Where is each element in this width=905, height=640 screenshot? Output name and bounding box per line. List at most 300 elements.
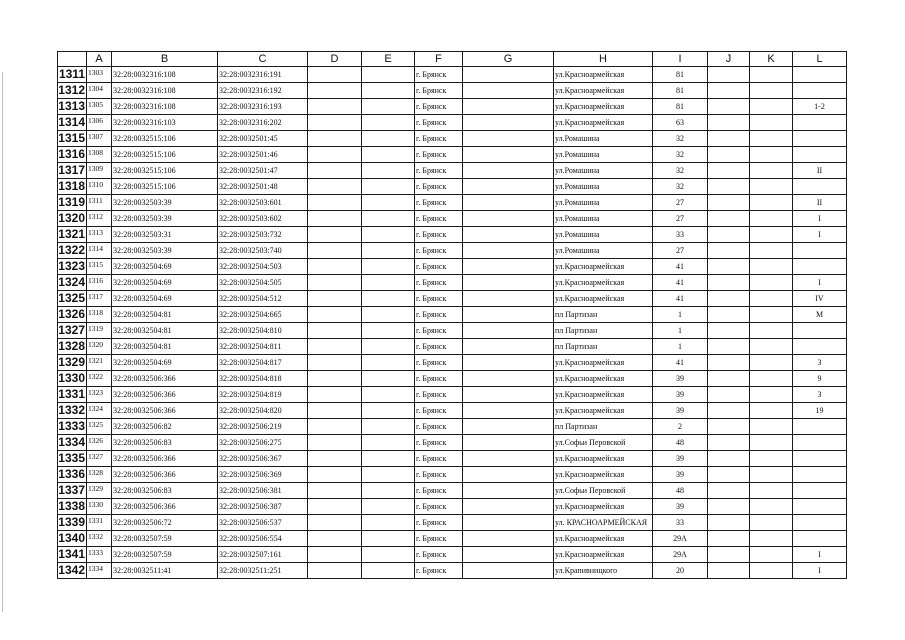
cell-e[interactable]: [362, 531, 415, 547]
cell-g[interactable]: [463, 547, 554, 563]
cell-f[interactable]: г. Брянск: [415, 83, 463, 99]
cell-j[interactable]: [708, 387, 750, 403]
cell-a[interactable]: 1327: [87, 451, 112, 467]
cell-b[interactable]: 32:28:0032504:69: [112, 259, 218, 275]
cell-h[interactable]: ул.Красноармейская: [554, 403, 653, 419]
cell-b[interactable]: 32:28:0032515:106: [112, 147, 218, 163]
cell-k[interactable]: [750, 163, 793, 179]
cell-l[interactable]: [793, 67, 847, 83]
cell-b[interactable]: 32:28:0032503:39: [112, 243, 218, 259]
cell-k[interactable]: [750, 131, 793, 147]
row-number-cell[interactable]: 1333: [58, 419, 85, 433]
cell-h[interactable]: ул.Ромашина: [554, 147, 653, 163]
cell-f[interactable]: г. Брянск: [415, 339, 463, 355]
cell-a[interactable]: 1306: [87, 115, 112, 131]
cell-d[interactable]: [308, 435, 362, 451]
cell-a[interactable]: 1325: [87, 419, 112, 435]
cell-h[interactable]: ул.Красноармейская: [554, 547, 653, 563]
cell-k[interactable]: [750, 243, 793, 259]
cell-e[interactable]: [362, 515, 415, 531]
cell-l[interactable]: [793, 515, 847, 531]
cell-g[interactable]: [463, 387, 554, 403]
cell-h[interactable]: ул.Красноармейская: [554, 291, 653, 307]
cell-g[interactable]: [463, 147, 554, 163]
cell-a[interactable]: 1303: [87, 67, 112, 83]
cell-k[interactable]: [750, 259, 793, 275]
cell-j[interactable]: [708, 531, 750, 547]
cell-j[interactable]: [708, 515, 750, 531]
cell-d[interactable]: [308, 547, 362, 563]
cell-g[interactable]: [463, 371, 554, 387]
cell-i[interactable]: 27: [653, 243, 708, 259]
cell-h[interactable]: ул.Ромашина: [554, 195, 653, 211]
cell-e[interactable]: [362, 339, 415, 355]
cell-j[interactable]: [708, 451, 750, 467]
cell-g[interactable]: [463, 115, 554, 131]
cell-a[interactable]: 1317: [87, 291, 112, 307]
cell-h[interactable]: ул.Софьи Перовской: [554, 435, 653, 451]
cell-c[interactable]: 32:28:0032503:732: [218, 227, 308, 243]
cell-e[interactable]: [362, 115, 415, 131]
cell-a[interactable]: 1305: [87, 99, 112, 115]
cell-c[interactable]: 32:28:0032501:47: [218, 163, 308, 179]
row-number-cell[interactable]: 1318: [58, 179, 85, 193]
cell-a[interactable]: 1318: [87, 307, 112, 323]
cell-a[interactable]: 1307: [87, 131, 112, 147]
cell-a[interactable]: 1321: [87, 355, 112, 371]
column-header-j[interactable]: J: [708, 52, 750, 67]
cell-b[interactable]: 32:28:0032515:106: [112, 131, 218, 147]
row-number-cell[interactable]: 1315: [58, 131, 85, 145]
cell-a[interactable]: 1314: [87, 243, 112, 259]
cell-a[interactable]: 1330: [87, 499, 112, 515]
cell-g[interactable]: [463, 563, 554, 579]
cell-k[interactable]: [750, 339, 793, 355]
cell-b[interactable]: 32:28:0032504:81: [112, 339, 218, 355]
cell-a[interactable]: 1333: [87, 547, 112, 563]
cell-l[interactable]: I: [793, 563, 847, 579]
cell-d[interactable]: [308, 259, 362, 275]
cell-b[interactable]: 32:28:0032511:41: [112, 563, 218, 579]
cell-c[interactable]: 32:28:0032506:369: [218, 467, 308, 483]
cell-i[interactable]: 32: [653, 131, 708, 147]
cell-a[interactable]: 1311: [87, 195, 112, 211]
row-number-cell[interactable]: 1338: [58, 499, 85, 513]
cell-d[interactable]: [308, 371, 362, 387]
cell-b[interactable]: 32:28:0032515:106: [112, 163, 218, 179]
cell-h[interactable]: ул.Ромашина: [554, 131, 653, 147]
cell-l[interactable]: 1-2: [793, 99, 847, 115]
cell-b[interactable]: 32:28:0032503:31: [112, 227, 218, 243]
cell-k[interactable]: [750, 67, 793, 83]
cell-c[interactable]: 32:28:0032503:602: [218, 211, 308, 227]
cell-g[interactable]: [463, 323, 554, 339]
cell-b[interactable]: 32:28:0032506:83: [112, 483, 218, 499]
cell-d[interactable]: [308, 483, 362, 499]
cell-f[interactable]: г. Брянск: [415, 99, 463, 115]
cell-e[interactable]: [362, 179, 415, 195]
cell-e[interactable]: [362, 467, 415, 483]
row-number-cell[interactable]: 1337: [58, 483, 85, 497]
cell-d[interactable]: [308, 307, 362, 323]
cell-c[interactable]: 32:28:0032511:251: [218, 563, 308, 579]
cell-g[interactable]: [463, 99, 554, 115]
cell-i[interactable]: 63: [653, 115, 708, 131]
row-number-cell[interactable]: 1325: [58, 291, 85, 305]
cell-e[interactable]: [362, 419, 415, 435]
cell-l[interactable]: I: [793, 211, 847, 227]
cell-f[interactable]: г. Брянск: [415, 131, 463, 147]
cell-l[interactable]: I: [793, 275, 847, 291]
cell-b[interactable]: 32:28:0032506:366: [112, 387, 218, 403]
cell-d[interactable]: [308, 355, 362, 371]
cell-h[interactable]: ул.Красноармейская: [554, 531, 653, 547]
cell-b[interactable]: 32:28:0032506:83: [112, 435, 218, 451]
cell-c[interactable]: 32:28:0032504:817: [218, 355, 308, 371]
cell-a[interactable]: 1328: [87, 467, 112, 483]
cell-e[interactable]: [362, 67, 415, 83]
cell-l[interactable]: [793, 531, 847, 547]
cell-i[interactable]: 32: [653, 163, 708, 179]
cell-i[interactable]: 32: [653, 179, 708, 195]
cell-h[interactable]: пл Партизан: [554, 323, 653, 339]
cell-l[interactable]: I: [793, 547, 847, 563]
cell-c[interactable]: 32:28:0032504:665: [218, 307, 308, 323]
column-header-d[interactable]: D: [308, 52, 362, 67]
cell-g[interactable]: [463, 499, 554, 515]
cell-l[interactable]: [793, 131, 847, 147]
cell-e[interactable]: [362, 435, 415, 451]
row-number-cell[interactable]: 1327: [58, 323, 85, 337]
cell-e[interactable]: [362, 211, 415, 227]
column-header-g[interactable]: G: [463, 52, 554, 67]
column-header-k[interactable]: K: [750, 52, 793, 67]
cell-l[interactable]: 19: [793, 403, 847, 419]
cell-k[interactable]: [750, 211, 793, 227]
cell-h[interactable]: ул.Ромашина: [554, 211, 653, 227]
cell-j[interactable]: [708, 163, 750, 179]
cell-a[interactable]: 1326: [87, 435, 112, 451]
cell-c[interactable]: 32:28:0032506:367: [218, 451, 308, 467]
cell-k[interactable]: [750, 451, 793, 467]
column-header-e[interactable]: E: [362, 52, 415, 67]
cell-b[interactable]: 32:28:0032506:82: [112, 419, 218, 435]
row-number-cell[interactable]: 1317: [58, 163, 85, 177]
cell-d[interactable]: [308, 147, 362, 163]
cell-k[interactable]: [750, 179, 793, 195]
cell-f[interactable]: г. Брянск: [415, 163, 463, 179]
cell-f[interactable]: г. Брянск: [415, 483, 463, 499]
cell-k[interactable]: [750, 563, 793, 579]
cell-h[interactable]: ул.Ромашина: [554, 163, 653, 179]
cell-a[interactable]: 1315: [87, 259, 112, 275]
cell-a[interactable]: 1309: [87, 163, 112, 179]
cell-c[interactable]: 32:28:0032316:202: [218, 115, 308, 131]
cell-c[interactable]: 32:28:0032501:45: [218, 131, 308, 147]
cell-c[interactable]: 32:28:0032501:46: [218, 147, 308, 163]
cell-i[interactable]: 39: [653, 371, 708, 387]
cell-f[interactable]: г. Брянск: [415, 275, 463, 291]
cell-a[interactable]: 1308: [87, 147, 112, 163]
cell-j[interactable]: [708, 211, 750, 227]
cell-j[interactable]: [708, 483, 750, 499]
cell-d[interactable]: [308, 387, 362, 403]
cell-i[interactable]: 81: [653, 83, 708, 99]
cell-g[interactable]: [463, 275, 554, 291]
cell-a[interactable]: 1310: [87, 179, 112, 195]
cell-j[interactable]: [708, 99, 750, 115]
cell-f[interactable]: г. Брянск: [415, 531, 463, 547]
cell-b[interactable]: 32:28:0032504:81: [112, 323, 218, 339]
cell-i[interactable]: 1: [653, 307, 708, 323]
cell-l[interactable]: [793, 483, 847, 499]
cell-g[interactable]: [463, 483, 554, 499]
cell-l[interactable]: [793, 115, 847, 131]
cell-f[interactable]: г. Брянск: [415, 195, 463, 211]
cell-k[interactable]: [750, 99, 793, 115]
cell-i[interactable]: 39: [653, 499, 708, 515]
cell-k[interactable]: [750, 323, 793, 339]
cell-d[interactable]: [308, 291, 362, 307]
cell-e[interactable]: [362, 275, 415, 291]
cell-k[interactable]: [750, 355, 793, 371]
cell-d[interactable]: [308, 419, 362, 435]
cell-f[interactable]: г. Брянск: [415, 403, 463, 419]
cell-c[interactable]: 32:28:0032507:161: [218, 547, 308, 563]
cell-e[interactable]: [362, 83, 415, 99]
cell-i[interactable]: 27: [653, 211, 708, 227]
cell-f[interactable]: г. Брянск: [415, 451, 463, 467]
cell-h[interactable]: ул.Красноармейская: [554, 387, 653, 403]
cell-f[interactable]: г. Брянск: [415, 547, 463, 563]
cell-b[interactable]: 32:28:0032316:108: [112, 83, 218, 99]
cell-j[interactable]: [708, 307, 750, 323]
cell-c[interactable]: 32:28:0032506:381: [218, 483, 308, 499]
cell-k[interactable]: [750, 467, 793, 483]
cell-k[interactable]: [750, 227, 793, 243]
cell-i[interactable]: 1: [653, 323, 708, 339]
cell-e[interactable]: [362, 131, 415, 147]
cell-g[interactable]: [463, 467, 554, 483]
cell-j[interactable]: [708, 355, 750, 371]
row-number-cell[interactable]: 1329: [58, 355, 85, 369]
cell-j[interactable]: [708, 115, 750, 131]
cell-h[interactable]: ул.Красноармейская: [554, 371, 653, 387]
cell-a[interactable]: 1323: [87, 387, 112, 403]
cell-g[interactable]: [463, 227, 554, 243]
cell-l[interactable]: II: [793, 163, 847, 179]
cell-d[interactable]: [308, 515, 362, 531]
cell-g[interactable]: [463, 403, 554, 419]
cell-g[interactable]: [463, 531, 554, 547]
cell-e[interactable]: [362, 259, 415, 275]
cell-a[interactable]: 1332: [87, 531, 112, 547]
cell-h[interactable]: ул.Ромашина: [554, 243, 653, 259]
cell-a[interactable]: 1331: [87, 515, 112, 531]
cell-k[interactable]: [750, 83, 793, 99]
cell-h[interactable]: ул.Крапивницкого: [554, 563, 653, 579]
cell-g[interactable]: [463, 339, 554, 355]
cell-c[interactable]: 32:28:0032506:554: [218, 531, 308, 547]
cell-b[interactable]: 32:28:0032503:39: [112, 195, 218, 211]
cell-g[interactable]: [463, 419, 554, 435]
cell-j[interactable]: [708, 67, 750, 83]
cell-d[interactable]: [308, 323, 362, 339]
cell-a[interactable]: 1322: [87, 371, 112, 387]
cell-l[interactable]: [793, 147, 847, 163]
cell-k[interactable]: [750, 147, 793, 163]
cell-a[interactable]: 1304: [87, 83, 112, 99]
cell-k[interactable]: [750, 515, 793, 531]
cell-h[interactable]: ул.Красноармейская: [554, 451, 653, 467]
cell-l[interactable]: 9: [793, 371, 847, 387]
cell-b[interactable]: 32:28:0032506:366: [112, 371, 218, 387]
cell-d[interactable]: [308, 275, 362, 291]
cell-j[interactable]: [708, 147, 750, 163]
cell-b[interactable]: 32:28:0032504:69: [112, 291, 218, 307]
cell-d[interactable]: [308, 227, 362, 243]
cell-l[interactable]: [793, 419, 847, 435]
column-header-i[interactable]: I: [653, 52, 708, 67]
cell-l[interactable]: [793, 83, 847, 99]
row-number-cell[interactable]: 1314: [58, 115, 85, 129]
row-number-cell[interactable]: 1324: [58, 275, 85, 289]
cell-h[interactable]: ул.Красноармейская: [554, 467, 653, 483]
cell-c[interactable]: 32:28:0032316:191: [218, 67, 308, 83]
cell-i[interactable]: 20: [653, 563, 708, 579]
cell-i[interactable]: 39: [653, 387, 708, 403]
cell-d[interactable]: [308, 179, 362, 195]
row-number-cell[interactable]: 1336: [58, 467, 85, 481]
cell-a[interactable]: 1324: [87, 403, 112, 419]
cell-j[interactable]: [708, 467, 750, 483]
cell-f[interactable]: г. Брянск: [415, 67, 463, 83]
cell-l[interactable]: [793, 259, 847, 275]
cell-i[interactable]: 81: [653, 99, 708, 115]
cell-l[interactable]: [793, 499, 847, 515]
row-number-cell[interactable]: 1312: [58, 83, 85, 97]
row-number-cell[interactable]: 1311: [58, 67, 85, 81]
cell-f[interactable]: г. Брянск: [415, 323, 463, 339]
cell-e[interactable]: [362, 307, 415, 323]
cell-b[interactable]: 32:28:0032506:366: [112, 499, 218, 515]
cell-e[interactable]: [362, 291, 415, 307]
cell-b[interactable]: 32:28:0032515:106: [112, 179, 218, 195]
cell-e[interactable]: [362, 371, 415, 387]
cell-j[interactable]: [708, 83, 750, 99]
cell-a[interactable]: 1316: [87, 275, 112, 291]
cell-j[interactable]: [708, 435, 750, 451]
cell-e[interactable]: [362, 483, 415, 499]
cell-l[interactable]: [793, 339, 847, 355]
cell-d[interactable]: [308, 211, 362, 227]
cell-g[interactable]: [463, 211, 554, 227]
cell-i[interactable]: 41: [653, 291, 708, 307]
cell-d[interactable]: [308, 131, 362, 147]
cell-l[interactable]: [793, 467, 847, 483]
row-number-cell[interactable]: 1323: [58, 259, 85, 273]
cell-h[interactable]: ул.Красноармейская: [554, 355, 653, 371]
cell-j[interactable]: [708, 499, 750, 515]
cell-b[interactable]: 32:28:0032506:366: [112, 451, 218, 467]
row-number-cell[interactable]: 1342: [58, 563, 85, 577]
cell-k[interactable]: [750, 307, 793, 323]
row-number-cell[interactable]: 1321: [58, 227, 85, 241]
cell-c[interactable]: 32:28:0032506:537: [218, 515, 308, 531]
row-number-cell[interactable]: 1316: [58, 147, 85, 161]
cell-k[interactable]: [750, 483, 793, 499]
cell-j[interactable]: [708, 547, 750, 563]
row-number-cell[interactable]: 1332: [58, 403, 85, 417]
cell-f[interactable]: г. Брянск: [415, 211, 463, 227]
cell-c[interactable]: 32:28:0032504:811: [218, 339, 308, 355]
cell-b[interactable]: 32:28:0032504:69: [112, 275, 218, 291]
cell-h[interactable]: пл Партизан: [554, 419, 653, 435]
cell-i[interactable]: 33: [653, 515, 708, 531]
cell-b[interactable]: 32:28:0032316:108: [112, 67, 218, 83]
cell-g[interactable]: [463, 131, 554, 147]
cell-f[interactable]: г. Брянск: [415, 563, 463, 579]
cell-h[interactable]: ул. КРАСНОАРМЕЙСКАЯ: [554, 515, 653, 531]
corner-cell[interactable]: [58, 52, 87, 67]
column-header-h[interactable]: H: [554, 52, 653, 67]
cell-f[interactable]: г. Брянск: [415, 227, 463, 243]
cell-j[interactable]: [708, 131, 750, 147]
column-header-c[interactable]: C: [218, 52, 308, 67]
cell-f[interactable]: г. Брянск: [415, 243, 463, 259]
cell-f[interactable]: г. Брянск: [415, 115, 463, 131]
cell-b[interactable]: 32:28:0032506:366: [112, 467, 218, 483]
cell-h[interactable]: ул.Красноармейская: [554, 67, 653, 83]
cell-e[interactable]: [362, 451, 415, 467]
row-number-cell[interactable]: 1326: [58, 307, 85, 321]
cell-c[interactable]: 32:28:0032504:818: [218, 371, 308, 387]
cell-l[interactable]: I: [793, 227, 847, 243]
cell-h[interactable]: ул.Софьи Перовской: [554, 483, 653, 499]
cell-f[interactable]: г. Брянск: [415, 467, 463, 483]
cell-f[interactable]: г. Брянск: [415, 355, 463, 371]
column-header-f[interactable]: F: [415, 52, 463, 67]
cell-i[interactable]: 39: [653, 467, 708, 483]
row-number-cell[interactable]: 1320: [58, 211, 85, 225]
cell-k[interactable]: [750, 291, 793, 307]
cell-e[interactable]: [362, 563, 415, 579]
cell-l[interactable]: [793, 451, 847, 467]
cell-f[interactable]: г. Брянск: [415, 419, 463, 435]
cell-k[interactable]: [750, 531, 793, 547]
row-number-cell[interactable]: 1335: [58, 451, 85, 465]
cell-d[interactable]: [308, 451, 362, 467]
cell-b[interactable]: 32:28:0032316:103: [112, 115, 218, 131]
cell-e[interactable]: [362, 323, 415, 339]
cell-i[interactable]: 32: [653, 147, 708, 163]
cell-h[interactable]: ул.Красноармейская: [554, 259, 653, 275]
cell-k[interactable]: [750, 419, 793, 435]
cell-a[interactable]: 1312: [87, 211, 112, 227]
cell-f[interactable]: г. Брянск: [415, 307, 463, 323]
cell-d[interactable]: [308, 467, 362, 483]
cell-i[interactable]: 48: [653, 483, 708, 499]
cell-f[interactable]: г. Брянск: [415, 179, 463, 195]
cell-i[interactable]: 27: [653, 195, 708, 211]
cell-d[interactable]: [308, 531, 362, 547]
cell-k[interactable]: [750, 387, 793, 403]
cell-h[interactable]: ул.Красноармейская: [554, 115, 653, 131]
cell-c[interactable]: 32:28:0032506:275: [218, 435, 308, 451]
cell-e[interactable]: [362, 147, 415, 163]
cell-h[interactable]: пл Партизан: [554, 307, 653, 323]
cell-f[interactable]: г. Брянск: [415, 147, 463, 163]
